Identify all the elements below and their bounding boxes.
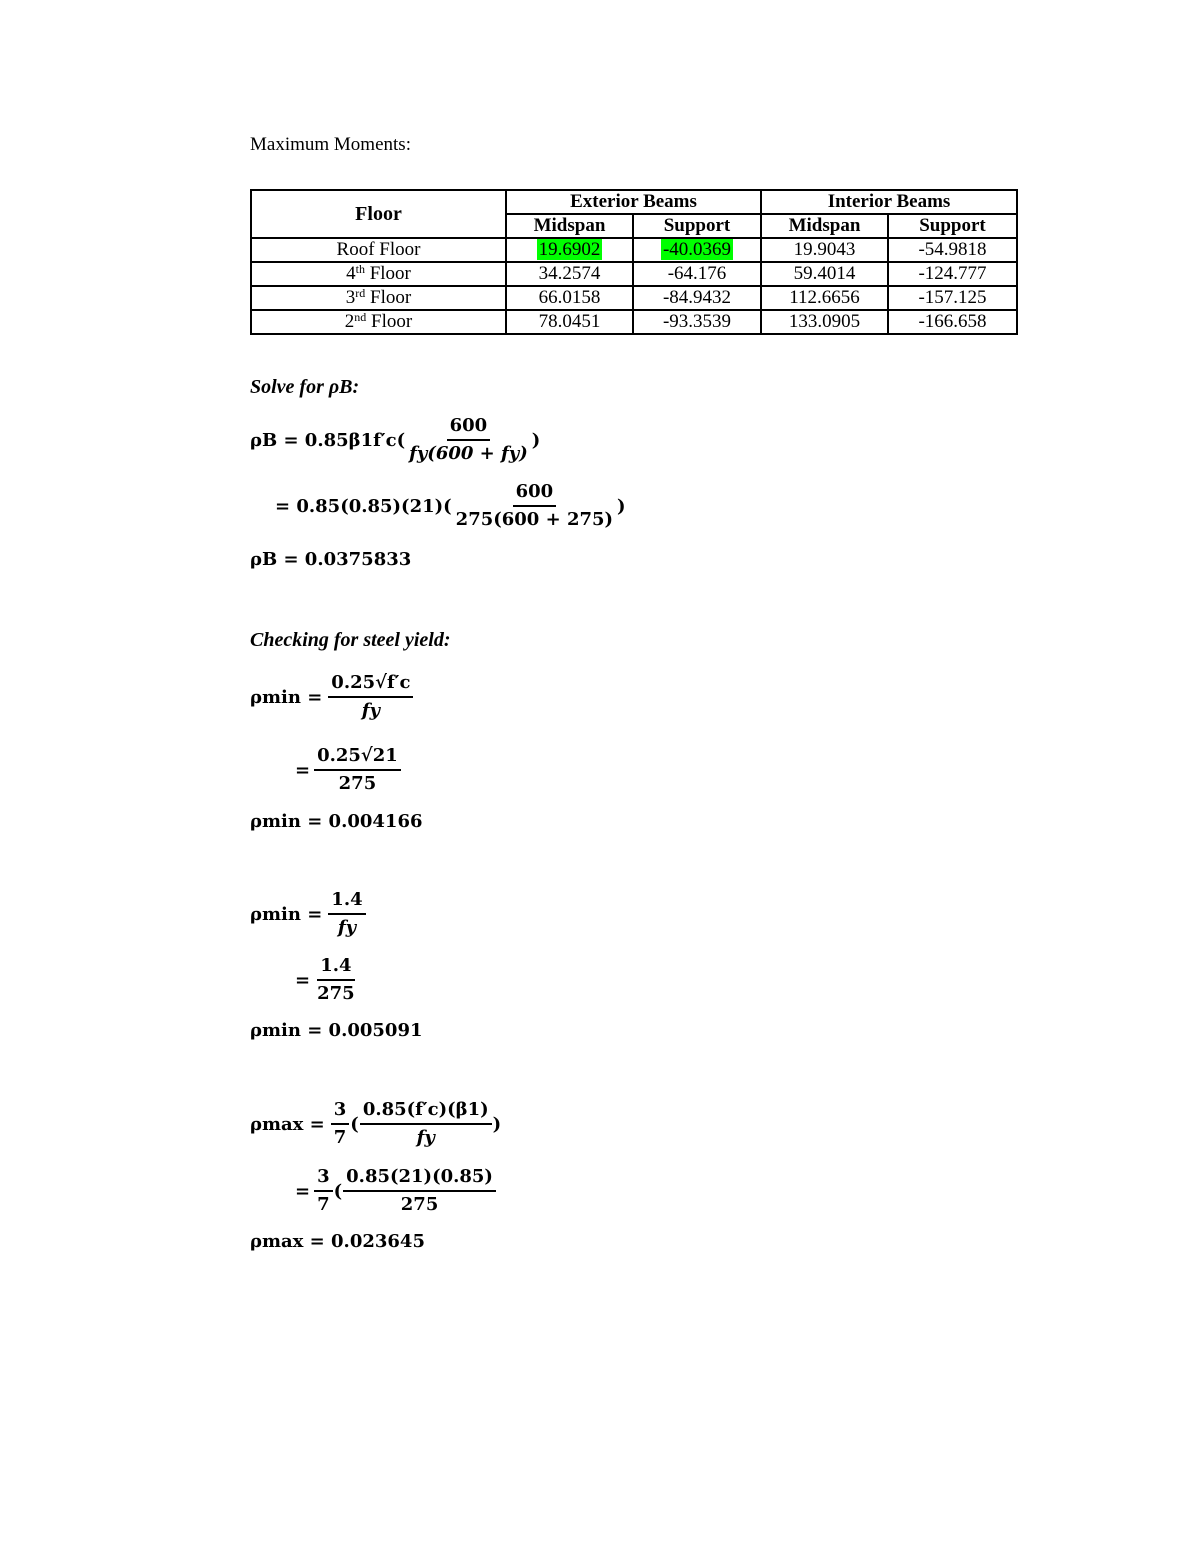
rho-min-result-2: ρmin = 0.005091 [250, 1020, 423, 1041]
floor-cell: Roof Floor [251, 238, 506, 262]
fraction: $\frac{0.85(f'c)(\beta 1)}{fy}$ [360, 1099, 492, 1149]
interior-beams-header: Interior Beams [761, 190, 1017, 214]
int-support-header: Support [888, 214, 1017, 238]
table-row [251, 310, 1017, 334]
value-cell: 133.0905 [761, 310, 888, 334]
value-cell: 112.6656 [761, 286, 888, 310]
value-cell: -157.125 [888, 286, 1017, 310]
value-cell: 19.9043 [761, 238, 888, 262]
highlighted-value: -40.0369 [662, 239, 732, 260]
rho-min-result-1: ρmin = 0.004166 [250, 811, 423, 832]
value-cell [506, 238, 633, 262]
int-midspan-header: Midspan [761, 214, 888, 238]
page-heading: Maximum Moments: [250, 134, 411, 155]
table-row [251, 238, 1017, 262]
ext-support-header: Support [633, 214, 761, 238]
value-cell: 66.0158 [506, 286, 633, 310]
exterior-beams-header: Exterior Beams [506, 190, 761, 214]
value-cell: -64.176 [633, 262, 761, 286]
fraction: $\frac{600}{fy(600 + fy)}$ [409, 415, 528, 464]
steel-yield-title: Checking for steel yield: [250, 629, 451, 651]
highlighted-value: 19.6902 [538, 239, 601, 260]
rho-b-result: ρB = 0.0375833 [250, 549, 412, 570]
fraction: $\frac{0.25√f'c}{fy}$ [328, 672, 413, 722]
table-row [251, 262, 1017, 286]
rho-max-formula: ρmax = $\frac{3}{7}$ ( $\frac{0.85(f'c)(\beta 1)}{fy}$ ) [250, 1099, 502, 1148]
value-cell: 34.2574 [506, 262, 633, 286]
max-moments-table [250, 189, 1018, 335]
rho-b-equation: ρB = 0.85β1f′c( $\frac{600}{fy(600 + fy)}$ ) [250, 415, 541, 464]
fraction: $\frac{1.4}{fy}$ [328, 889, 365, 939]
rho-min-substitution-2: = $\frac{1.4}{275}$ [295, 955, 359, 1005]
floor-cell: 3rd Floor [251, 286, 506, 310]
rho-max-substitution: = $\frac{3}{7}$ ( $\frac{0.85(21)(0.85)}{275}$ [295, 1166, 497, 1216]
rho-max-result: ρmax = 0.023645 [250, 1231, 425, 1252]
rho-min-formula-1: ρmin = $\frac{0.25√f'c}{fy}$ [250, 672, 414, 722]
rho-min-substitution-1: = $\frac{0.25√21}{275}$ [295, 745, 402, 795]
value-cell: -84.9432 [633, 286, 761, 310]
value-cell: 59.4014 [761, 262, 888, 286]
value-cell: 78.0451 [506, 310, 633, 334]
value-cell: -124.777 [888, 262, 1017, 286]
ext-midspan-header: Midspan [506, 214, 633, 238]
floor-cell: 4th Floor [251, 262, 506, 286]
value-cell [633, 238, 761, 262]
floor-cell: 2nd Floor [251, 310, 506, 334]
fraction: $\frac{1.4}{275}$ [317, 955, 355, 1004]
value-cell: -166.658 [888, 310, 1017, 334]
fraction: $\frac{3}{7}$ [331, 1099, 350, 1149]
table-header-row [251, 190, 1017, 214]
rho-min-formula-2: ρmin = $\frac{1.4}{fy}$ [250, 889, 367, 939]
rho-b-substitution: = 0.85(0.85)(21)( $\frac{600}{275(600 + 275)}$ ) [275, 481, 626, 530]
fraction: $\frac{600}{275(600 + 275)}$ [455, 481, 614, 530]
fraction: $\frac{0.85(21)(0.85)}{275}$ [343, 1166, 496, 1216]
floor-column-header: Floor [251, 190, 506, 238]
value-cell: -93.3539 [633, 310, 761, 334]
solve-rho-b-title: Solve for ρB: [250, 376, 360, 398]
fraction: $\frac{0.25√21}{275}$ [314, 745, 401, 795]
fraction: $\frac{3}{7}$ [314, 1166, 333, 1216]
table-row [251, 286, 1017, 310]
value-cell: -54.9818 [888, 238, 1017, 262]
